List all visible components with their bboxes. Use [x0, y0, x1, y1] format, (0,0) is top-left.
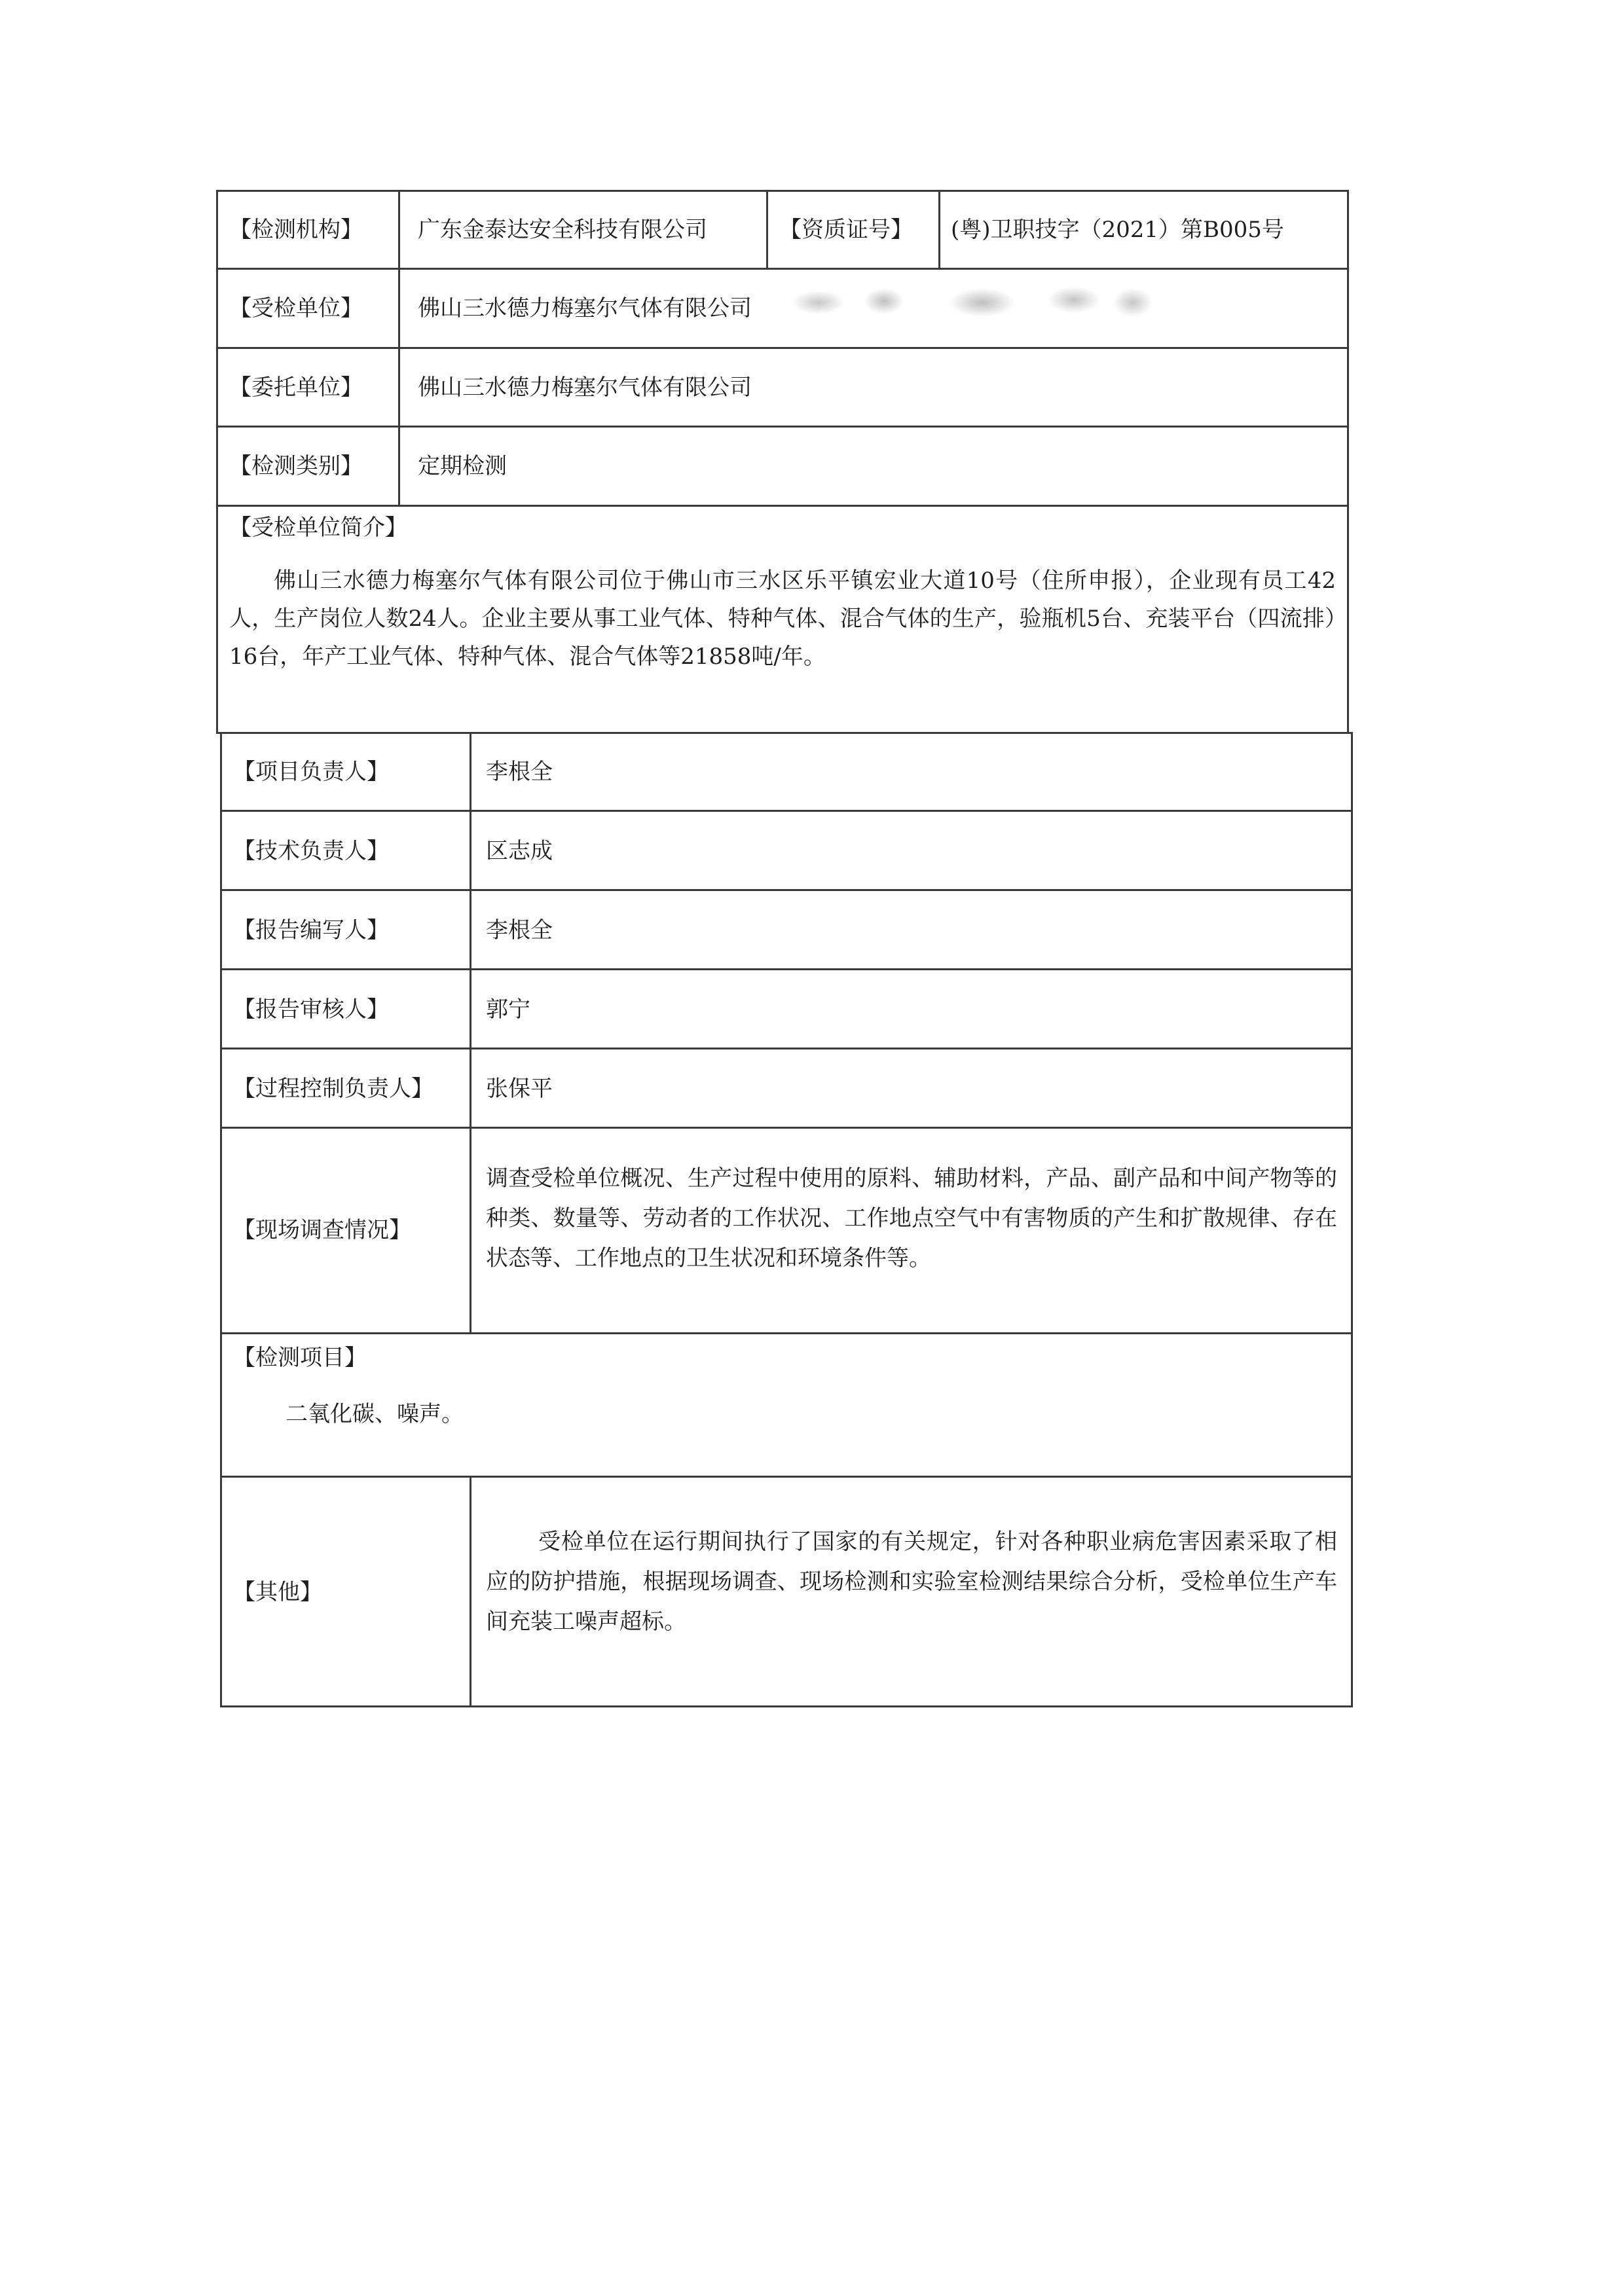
row-divider	[220, 810, 1353, 812]
agency-value: 广东金泰达安全科技有限公司	[418, 217, 707, 243]
intro-heading: 【受检单位简介】	[229, 515, 407, 541]
seal-smudge	[792, 283, 1159, 321]
category-label: 【检测类别】	[229, 453, 363, 479]
survey-text: 调查受检单位概况、生产过程中使用的原料、辅助材料，产品、副产品和中间产物等的种类、数量等、劳动者的工作状况、工作地点空气中有害物质的产生和扩散规律、存在状态等、工作地点的卫生状况和环境条件等。	[486, 1165, 1337, 1271]
client-label: 【委托单位】	[229, 374, 363, 401]
row-divider	[220, 1476, 1353, 1478]
header-row-inspected-unit	[216, 268, 1349, 349]
divider	[398, 268, 400, 349]
process-control-value: 张保平	[486, 1076, 553, 1102]
other-text: 受检单位在运行期间执行了国家的有关规定，针对各种职业病危害因素采取了相应的防护措施，根据现场调查、现场检测和实验室检测结果综合分析，受检单位生产车间充装工噪声超标。	[486, 1529, 1337, 1635]
column-divider	[470, 1476, 471, 1707]
row-divider	[220, 1332, 1353, 1334]
report-reviewer-value: 郭宁	[486, 996, 530, 1023]
inspected-unit-label: 【受检单位】	[229, 295, 363, 321]
project-lead-label: 【项目负责人】	[233, 759, 389, 785]
agency-label: 【检测机构】	[229, 217, 363, 243]
project-lead-value: 李根全	[486, 759, 553, 785]
tech-lead-label: 【技术负责人】	[233, 838, 389, 864]
row-divider	[220, 1127, 1353, 1129]
divider	[398, 426, 400, 507]
report-writer-label: 【报告编写人】	[233, 917, 389, 943]
intro-text: 佛山三水德力梅塞尔气体有限公司位于佛山市三水区乐平镇宏业大道10号（住所申报），企业现有员工42人，生产岗位人数24人。企业主要从事工业气体、特种气体、混合气体的生产，验瓶机5台、充装平台（四流排）16台，年产工业气体、特种气体、混合气体等21858吨/年。	[229, 568, 1336, 670]
row-divider	[220, 889, 1353, 891]
tech-lead-value: 区志成	[486, 838, 553, 864]
divider	[766, 190, 768, 270]
inspected-unit-value: 佛山三水德力梅塞尔气体有限公司	[418, 295, 752, 321]
report-reviewer-label: 【报告审核人】	[233, 996, 389, 1023]
divider	[398, 190, 400, 270]
survey-label: 【现场调查情况】	[233, 1217, 411, 1243]
license-value: (粤)卫职技字（2021）第B005号	[951, 217, 1284, 243]
category-value: 定期检测	[418, 453, 507, 479]
divider	[398, 347, 400, 428]
license-label: 【资质证号】	[779, 217, 913, 243]
column-divider	[470, 732, 471, 1334]
items-heading: 【检测项目】	[233, 1345, 367, 1371]
report-writer-value: 李根全	[486, 917, 553, 943]
header-row-client	[216, 347, 1349, 428]
items-text: 二氧化碳、噪声。	[286, 1401, 464, 1427]
row-divider	[220, 968, 1353, 970]
client-value: 佛山三水德力梅塞尔气体有限公司	[418, 374, 752, 401]
row-divider	[220, 1048, 1353, 1049]
process-control-label: 【过程控制负责人】	[233, 1076, 434, 1102]
header-row-category	[216, 426, 1349, 507]
other-label: 【其他】	[233, 1579, 322, 1605]
divider	[938, 190, 940, 270]
